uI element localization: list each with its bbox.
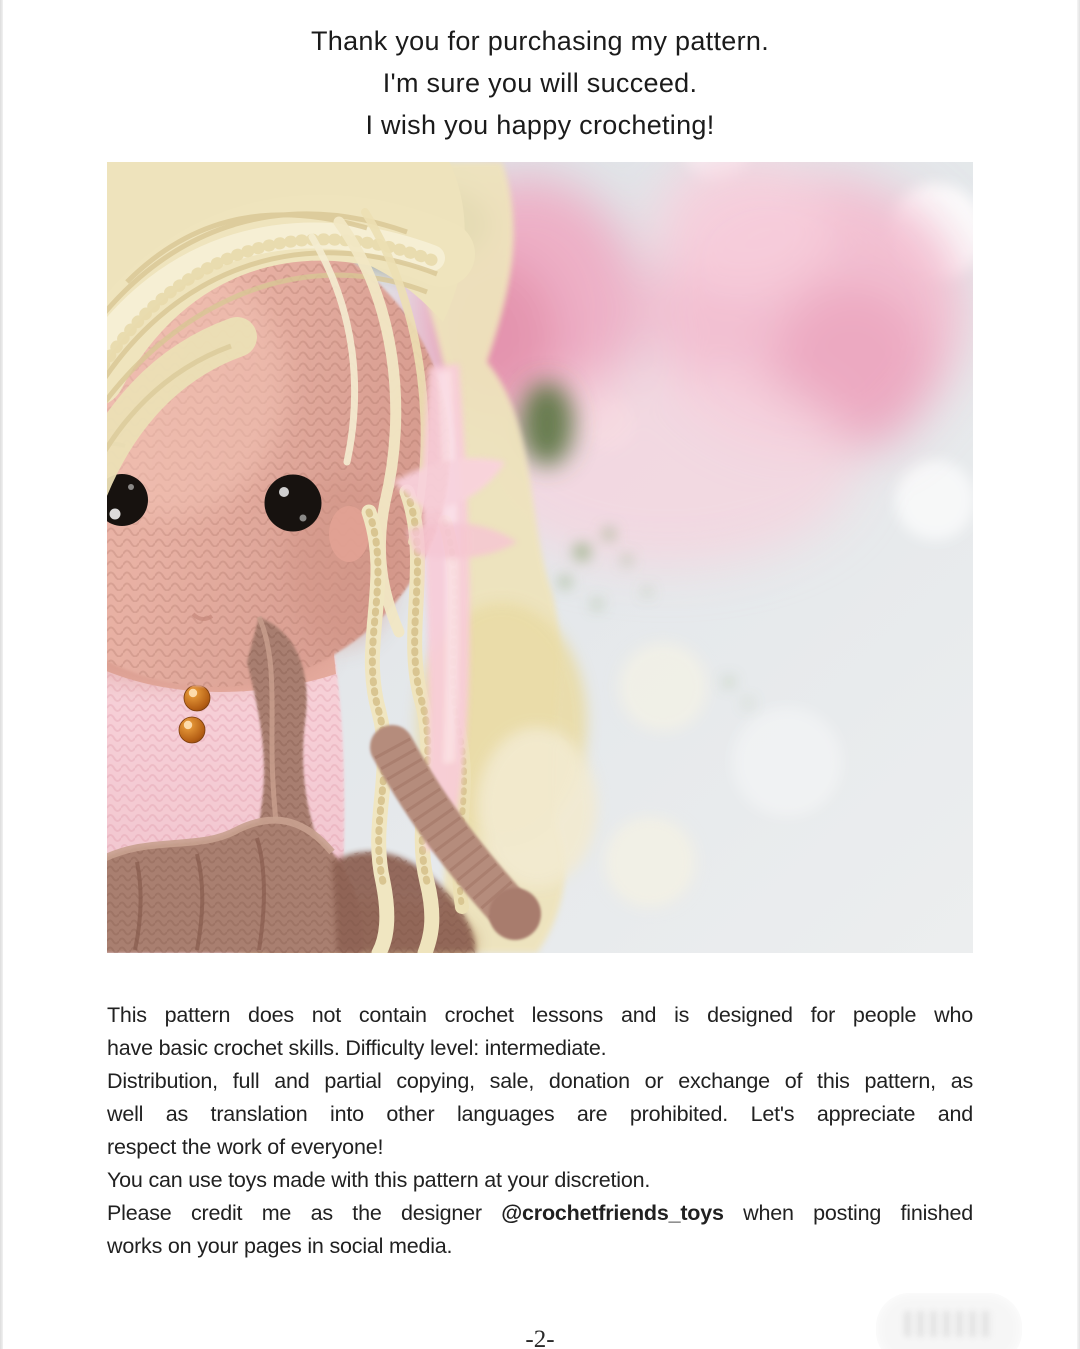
thank-you-header <box>0 20 1080 146</box>
terms-line: well as translation into other languages are prohibited. Let's appreciate and <box>107 1102 973 1126</box>
credit-text-pre: Please credit me as the designer <box>107 1201 502 1225</box>
header-line-2: I'm sure you will succeed. <box>382 68 698 98</box>
designer-handle: @crochetfriends_toys <box>501 1201 724 1225</box>
credit-text-post: when posting finished <box>723 1201 973 1225</box>
doll-photo <box>107 162 973 953</box>
terms-line: Distribution, full and partial copying, sale, donation or exchange of this pattern, as <box>107 1069 973 1093</box>
page-number: -2- <box>525 1326 555 1349</box>
page-left-edge <box>0 0 3 1349</box>
terms-line: This pattern does not contain crochet lessons and is designed for people who <box>107 1003 973 1027</box>
doll-photo-svg <box>107 162 973 953</box>
terms-line-credit <box>107 1197 973 1230</box>
terms-line: have basic crochet skills. Difficulty level: intermediate. <box>107 1036 607 1060</box>
watermark-badge <box>876 1293 1022 1349</box>
terms-line: respect the work of everyone! <box>107 1135 384 1159</box>
terms-line: works on your pages in social media. <box>107 1234 453 1258</box>
pattern-terms-text <box>107 999 973 1263</box>
header-line-1: Thank you for purchasing my pattern. <box>310 26 770 56</box>
header-line-3: I wish you happy crocheting! <box>365 110 715 140</box>
terms-line: You can use toys made with this pattern at your discretion. <box>107 1168 651 1192</box>
